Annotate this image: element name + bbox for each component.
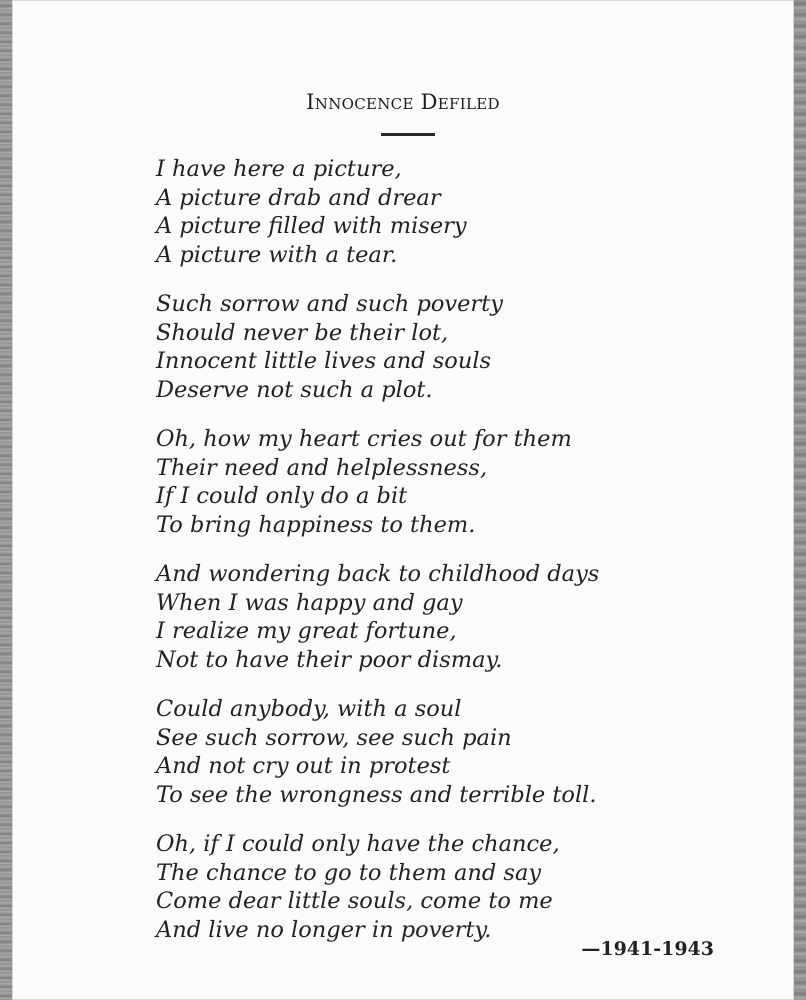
poem-line: To see the wrongness and terrible toll.: [156, 781, 597, 808]
page-edge-left: [0, 0, 12, 1000]
stanza: [156, 830, 716, 944]
poem-line: A picture with a tear.: [156, 241, 398, 268]
poem-line: Innocent little lives and souls: [156, 348, 492, 374]
poem-line: Their need and helplessness,: [156, 454, 488, 481]
poem-line: Deserve not such a plot.: [156, 376, 433, 403]
poem-title: Innocence Defiled: [306, 90, 500, 114]
stanza: [156, 290, 716, 404]
poem-line: Could anybody, with a soul: [156, 696, 462, 722]
stanza: [156, 560, 716, 674]
poem-line: Oh, if I could only have the chance,: [156, 831, 560, 857]
poem-line: I have here a picture,: [156, 156, 402, 182]
poem-line: See such sorrow, see such pain: [156, 724, 512, 751]
poem-line: Should never be their lot,: [156, 319, 449, 346]
poem-line: To bring happiness to them.: [156, 511, 476, 538]
stanza: [156, 695, 716, 809]
poem-line: When I was happy and gay: [156, 589, 463, 616]
poem-line: Come dear little souls, come to me: [156, 888, 553, 914]
title-divider: [381, 133, 435, 136]
page-edge-right: [794, 0, 806, 1000]
poem-line: And wondering back to childhood days: [156, 561, 600, 587]
poem-line: Such sorrow and such poverty: [156, 291, 503, 317]
poem-line: And live no longer in poverty.: [156, 916, 492, 943]
poem-line: I realize my great fortune,: [156, 618, 457, 644]
poem-line: Oh, how my heart cries out for them: [156, 426, 572, 452]
poem-body: [156, 155, 716, 965]
poem-line: Not to have their poor dismay.: [156, 646, 503, 673]
poem-line: A picture filled with misery: [156, 213, 467, 239]
poem-line: And not cry out in protest: [156, 753, 451, 779]
poem-line: The chance to go to them and say: [156, 859, 542, 886]
poem-line: A picture drab and drear: [156, 184, 441, 211]
poem-dates: —1941-1943: [581, 938, 714, 960]
poem-line: If I could only do a bit: [156, 483, 408, 509]
stanza: [156, 425, 716, 539]
stanza: [156, 155, 716, 269]
